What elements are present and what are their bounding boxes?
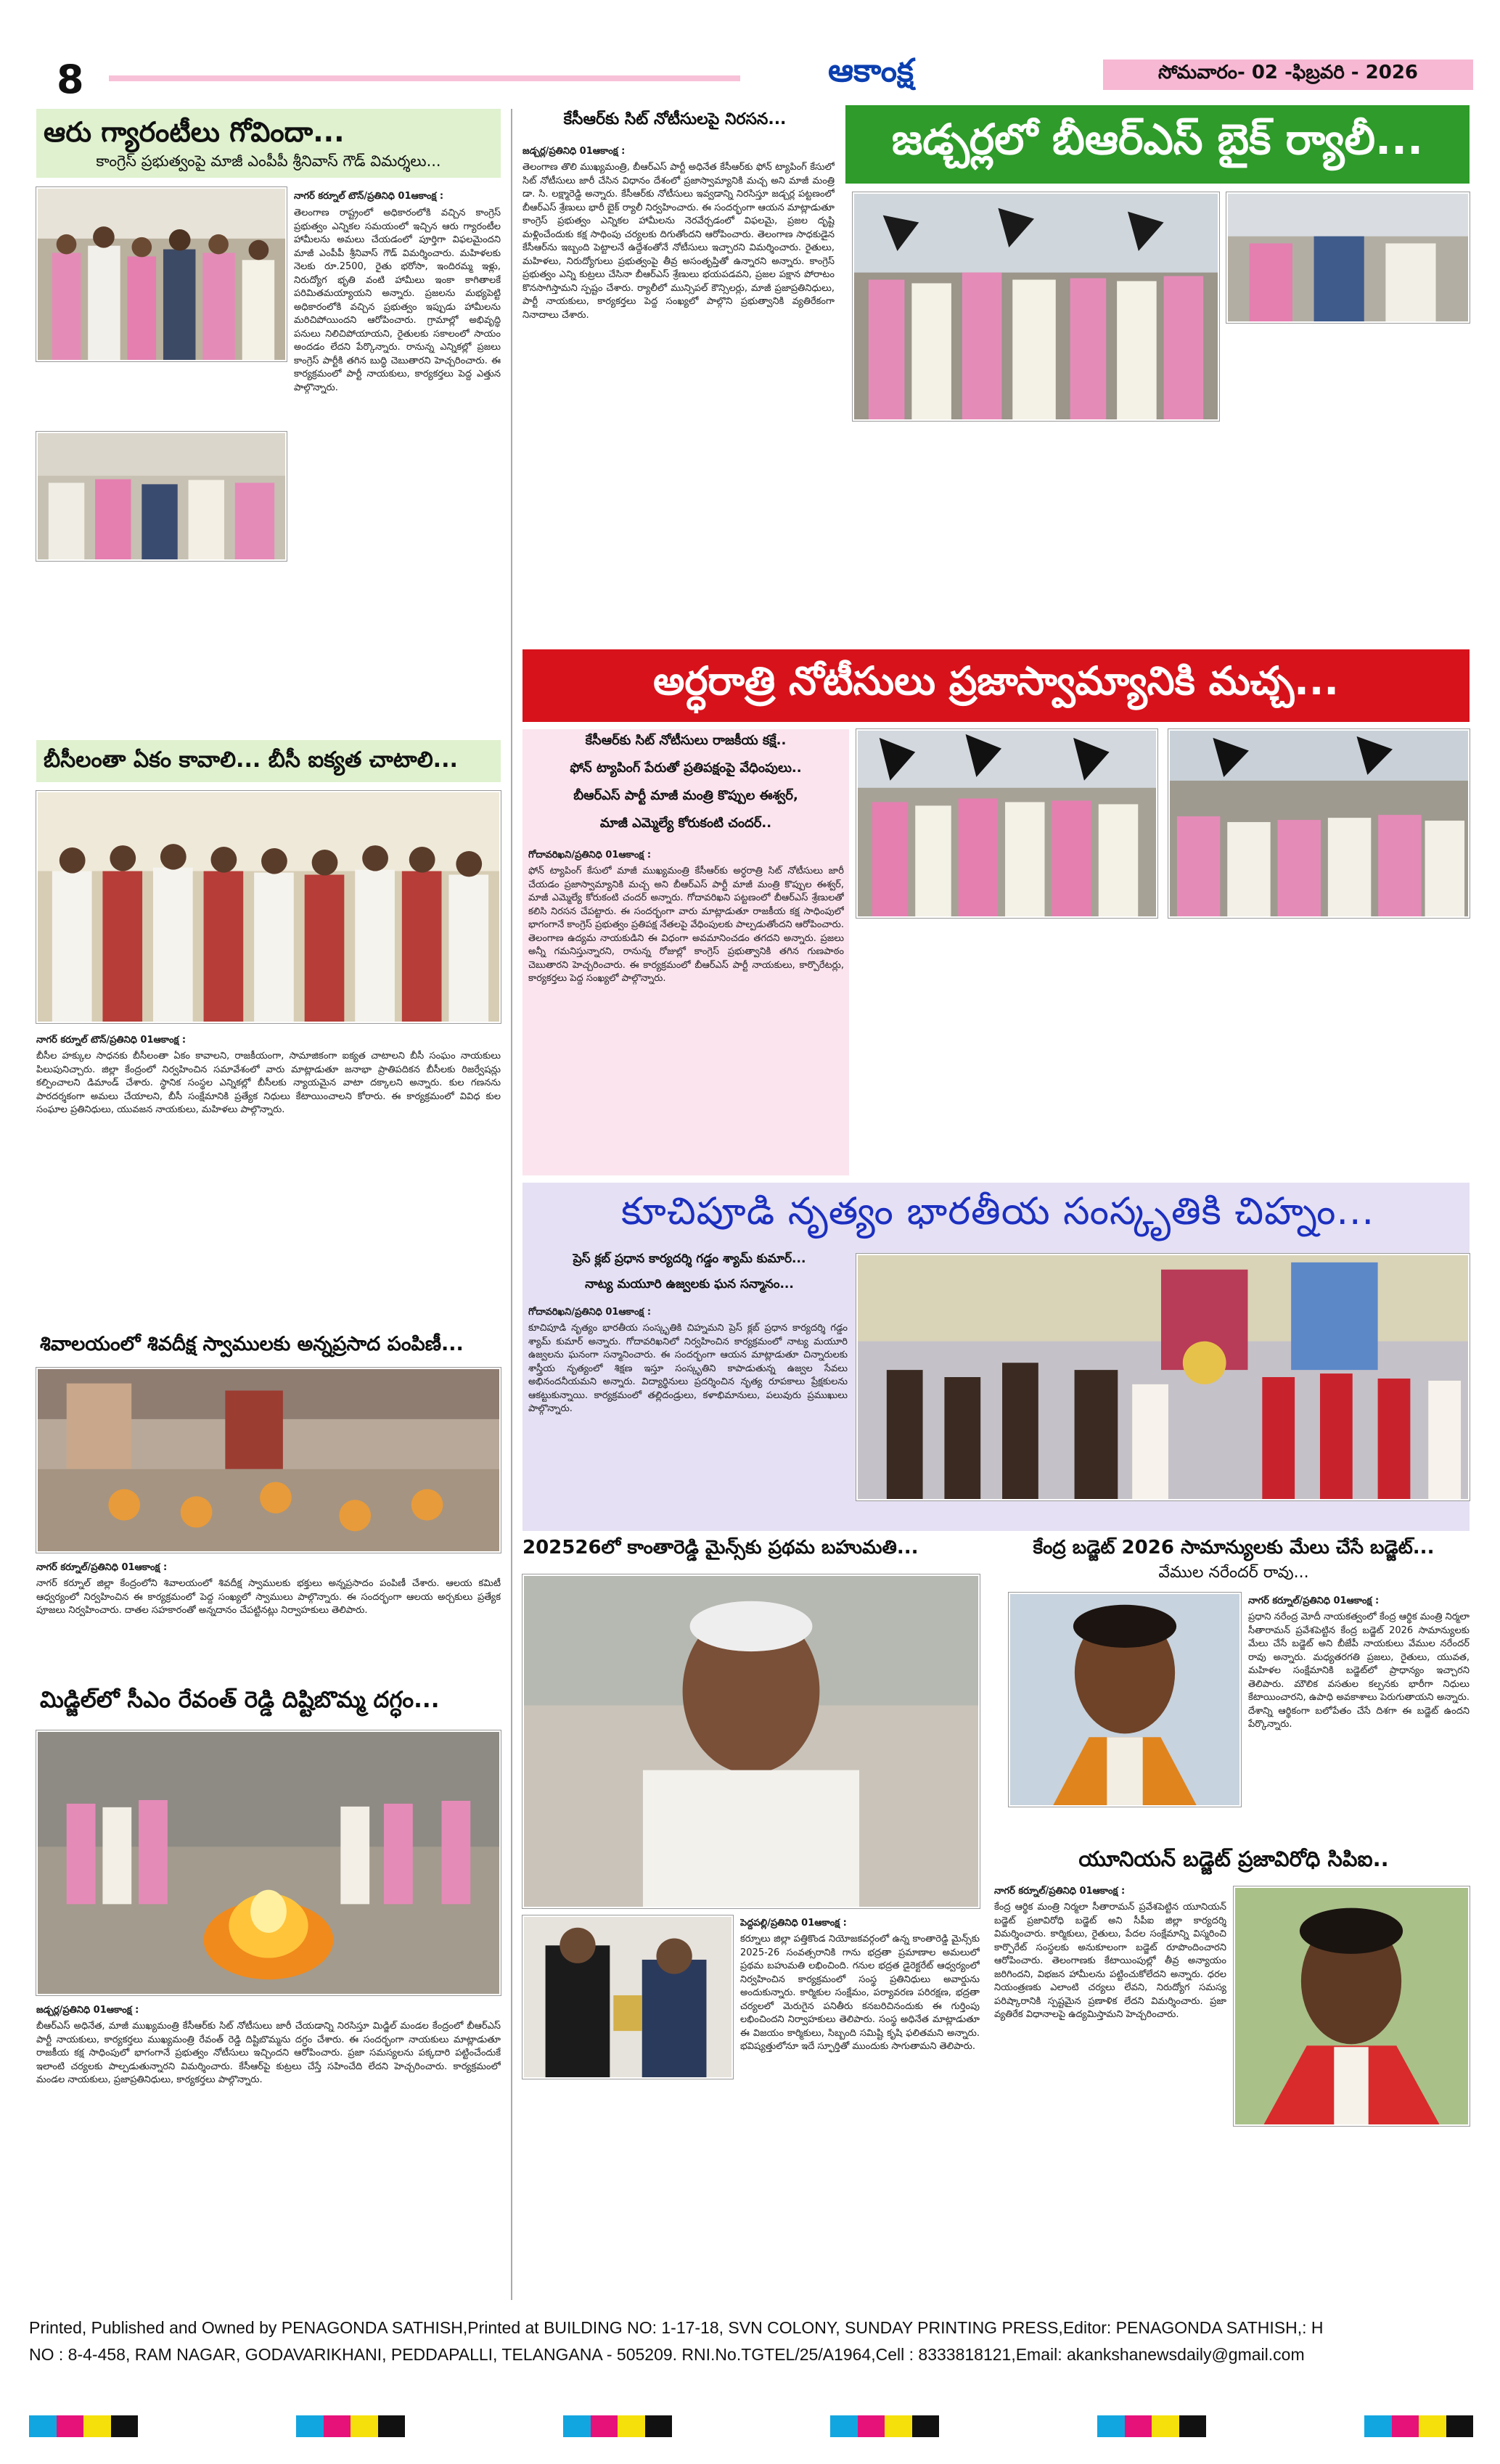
masthead-rule-left: [109, 75, 740, 81]
newspaper-logo: [791, 49, 951, 100]
story6-deck-4: మాజీ ఎమ్మెల్యే కోరుకంటి చందర్..: [599, 816, 772, 831]
story5-body-col2: [853, 432, 1219, 620]
story8-photo-award: [522, 1915, 733, 2079]
logo-text: ఆకాంక్ష: [827, 52, 914, 89]
color-swatch: [830, 2415, 858, 2437]
story1-body: తెలంగాణ రాష్ట్రంలో అధికారంలోకి వచ్చిన కాంగ్రెస్ ప్రభుత్వం ఎన్నికల సమయంలో ఇచ్చిన ఆరు గ్యారంటీల హామీలను అమలు చేయడంలో పూర్తిగా విఫలమైందని మాజీ ఎంపీపీ శ్రీనివాస్ గౌడ్ విమర్శించారు. మహిళలకు నెలకు రూ.2500, రైతు భరోసా, ఇందిరమ్మ ఇళ్లు, నిరుద్యోగ భృతి వంటి హామీలు ఇంకా కాగితాలకే పరిమితమయ్యాయని అన్నారు. ప్రజలను మభ్యపెట్టి అధికారంలోకి వచ్చిన ప్రభుత్వం ఇప్పుడు హామీలను మరిచిపోయిందని ఆరోపించారు. గ్రామాల్లో అభివృద్ధి పనులు నిలిచిపోయాయని, రైతులకు సకాలంలో సాయం అందడం లేదని పేర్కొన్నారు. రానున్న ఎన్నికల్లో ప్రజలు కాంగ్రెస్ పార్టీకి తగిన బుద్ధి చెబుతారని హెచ్చరించారు. ఈ కార్యక్రమంలో పార్టీ నాయకులు, కార్యకర్తలు పెద్ద ఎత్తున పాల్గొన్నారు.: [294, 208, 501, 393]
story8-photo-portrait: [522, 1574, 980, 1908]
color-swatch: [645, 2415, 673, 2437]
story5-photo-rally: [853, 192, 1219, 421]
color-swatch: [1419, 2415, 1446, 2437]
story5-photo-leader: [1226, 192, 1470, 323]
story7-body: కూచిపూడి నృత్యం భారతీయ సంస్కృతికి చిహ్నమని ప్రెస్ క్లబ్ ప్రధాన కార్యదర్శి గడ్డం శ్యామ్ కుమార్ అన్నారు. గోదావరిఖనిలో నిర్వహించిన కార్యక్రమంలో నాట్య మయూరి ఉజ్వలను ఘనంగా సన్మానించారు. ఈ సందర్భంగా ఆయన మాట్లాడుతూ చిన్నారులకు శాస్త్రీయ నృత్యంలో శిక్షణ ఇస్తూ సంస్కృతిని కాపాడుతున్న ఉజ్వల సేవలు అభినందనీయమని అన్నారు. విద్యార్థినులు ప్రదర్శించిన నృత్య రూపకాలు ప్రేక్షకులను ఆకట్టుకున్నాయి. కార్యక్రమంలో తల్లిదండ్రులు, కళాభిమానులు, పలువురు ప్రముఖులు పాల్గొన్నారు.: [528, 1323, 848, 1414]
color-bar-group: [563, 2415, 672, 2437]
story6-photo-sitin: [1168, 729, 1470, 918]
color-bar-group: [1097, 2415, 1206, 2437]
color-swatch: [912, 2415, 940, 2437]
story6-body-col2: [856, 925, 1157, 1172]
story4-photo: [36, 1730, 501, 1995]
story9-dateline: నాగర్ కర్నూల్/ప్రతినిధి 01ఆకాంక్ష :: [1248, 1596, 1380, 1606]
page-number: 8: [57, 57, 84, 102]
color-swatch: [111, 2415, 139, 2437]
color-swatch: [563, 2415, 591, 2437]
column-divider: [511, 109, 512, 2300]
story6-photo-protest: [856, 729, 1157, 918]
story2-body: బీసీల హక్కుల సాధనకు బీసీలంతా ఏకం కావాలని, రాజకీయంగా, సామాజికంగా ఐక్యత చాటాలని బీసీ సంఘం నాయకులు పిలుపునిచ్చారు. జిల్లా కేంద్రంలో నిర్వహించిన సమావేశంలో వారు మాట్లాడుతూ జనాభా ప్రాతిపదికన బీసీలకు రిజర్వేషన్లు కల్పించాలని డిమాండ్ చేశారు. స్థానిక సంస్థల ఎన్నికల్లో బీసీలకు న్యాయమైన వాటా దక్కాలని అన్నారు. కుల గణనను పారదర్శకంగా అమలు చేయాలని, బీసీ సంక్షేమానికి ప్రత్యేక నిధులు కేటాయించాలని కోరారు. ఈ కార్యక్రమంలో వివిధ కుల సంఘాల ప్రతినిధులు, యువజన నాయకులు, మహిళలు పాల్గొన్నారు.: [36, 1051, 501, 1115]
color-swatch: [1392, 2415, 1419, 2437]
story6-deck-2: ఫోన్ ట్యాపింగ్ పేరుతో ప్రతిపక్షంపై వేధింపులు..: [570, 760, 802, 776]
story9-byline: వేముల నరేందర్ రావు...: [1158, 1564, 1309, 1582]
story9-headline: కేంద్ర బడ్జెట్ 2026 సామాన్యులకు మేలు చేసే బడ్జెట్...: [1033, 1537, 1435, 1559]
story9-photo: [1009, 1593, 1241, 1807]
story6-dateline: గోదావరిఖని/ప్రతినిధి 01ఆకాంక్ష :: [528, 850, 652, 861]
story10-photo: [1234, 1886, 1470, 2126]
story3-photo: [36, 1368, 501, 1553]
story10-body: కేంద్ర ఆర్థిక మంత్రి నిర్మలా సీతారామన్ ప్రవేశపెట్టిన యూనియన్ బడ్జెట్ ప్రజావిరోధి బడ్జెట్ అని సీపీఐ జిల్లా కార్యదర్శి విమర్శించారు. కార్మికులు, రైతులు, పేదల సంక్షేమాన్ని విస్మరించి కార్పొరేట్ సంస్థలకు అనుకూలంగా బడ్జెట్ రూపొందించారని ఆరోపించారు. తెలంగాణకు కేటాయింపుల్లో తీవ్ర అన్యాయం జరిగిందని, విభజన హామీలను పట్టించుకోలేదని అన్నారు. ధరల నియంత్రణకు ఎలాంటి చర్యలు లేవని, నిరుద్యోగ సమస్య పరిష్కారానికి స్పష్టమైన ప్రణాళిక లేదని విమర్శించారు. ప్రజా వ్యతిరేక విధానాలపై ఉద్యమిస్తామని హెచ్చరించారు.: [994, 1902, 1226, 2020]
story10-dateline: నాగర్ కర్నూల్/ప్రతినిధి 01ఆకాంక్ష :: [994, 1886, 1126, 1897]
story7-dateline: గోదావరిఖని/ప్రతినిధి 01ఆకాంక్ష :: [528, 1307, 652, 1318]
color-swatch: [83, 2415, 111, 2437]
story5-headline: జడ్చర్లలో బీఆర్ఎస్ బైక్ ర్యాలీ...: [891, 114, 1424, 164]
color-swatch: [351, 2415, 378, 2437]
color-bar-group: [1364, 2415, 1473, 2437]
color-swatch: [591, 2415, 618, 2437]
story1-photo-protest: [36, 187, 287, 361]
story1-intro: నాగర్ కర్నూల్ టౌన్/ప్రతినిధి 01ఆకాంక్ష :: [294, 191, 444, 202]
story7-photo: [856, 1254, 1470, 1500]
story4-headline: మిడ్జిల్‌లో సీఎం రేవంత్ రెడ్డి దిష్టిబొమ్మ దగ్ధం...: [40, 1687, 440, 1713]
story3-dateline: నాగర్ కర్నూల్/ప్రతినిధి 01ఆకాంక్ష :: [36, 1562, 168, 1573]
color-swatch: [1097, 2415, 1125, 2437]
color-swatch: [324, 2415, 351, 2437]
story5-dateline: జడ్చర్ల/ప్రతినిధి 01ఆకాంక్ష :: [522, 146, 626, 157]
story6-deck-3: బీఆర్ఎస్ పార్టీ మాజీ మంత్రి కొప్పుల ఈశ్వర్,: [573, 788, 798, 803]
story7-headline: కూచిపూడి నృత్యం భారతీయ సంస్కృతికి చిహ్నం...: [620, 1190, 1375, 1233]
story9-body: ప్రధాని నరేంద్ర మోదీ నాయకత్వంలో కేంద్ర ఆర్థిక మంత్రి నిర్మలా సీతారామన్ ప్రవేశపెట్టిన కేంద్ర బడ్జెట్ 2026 సామాన్యులకు మేలు చేసే బడ్జెట్ అని బీజేపీ నాయకులు వేముల నరేందర్ రావు అన్నారు. మధ్యతరగతి ప్రజలు, రైతులు, యువత, మహిళల సంక్షేమానికి బడ్జెట్‌లో ప్రాధాన్యం ఇచ్చారని తెలిపారు. మౌలిక వసతుల కల్పనకు భారీగా నిధులు కేటాయించారని, ఉపాధి అవకాశాలు పెరుగుతాయని అన్నారు. దేశాన్ని ఆర్థికంగా బలోపేతం చేసే దిశగా ఈ బడ్జెట్ ఉందని పేర్కొన్నారు.: [1248, 1611, 1470, 1730]
story2-dateline: నాగర్ కర్నూల్ టౌన్/ప్రతినిధి 01ఆకాంక్ష :: [36, 1035, 187, 1046]
color-swatch: [378, 2415, 406, 2437]
story8-body: కర్నూలు జిల్లా పత్తికొండ నియోజకవర్గంలో ఉన్న కాంతారెడ్డి మైన్స్‌కు 2025-26 సంవత్సరానికి గాను భద్రతా ప్రమాణాల అమలులో ప్రథమ బహుమతి లభించింది. గనుల భద్రత డైరెక్టరేట్ ఆధ్వర్యంలో నిర్వహించిన కార్యక్రమంలో సంస్థ ప్రతినిధులు అవార్డును అందుకున్నారు. కార్మికుల సంక్షేమం, పర్యావరణ పరిరక్షణ, భద్రతా చర్యలలో మెరుగైన పనితీరు కనబరిచినందుకు ఈ గుర్తింపు లభించిందని నిర్వాహకులు తెలిపారు. సంస్థ అధినేత మాట్లాడుతూ ఈ విజయం కార్మికులు, సిబ్బంది సమిష్టి కృషి ఫలితమని అన్నారు. భవిష్యత్తులోనూ ఇదే స్ఫూర్తితో ముందుకు సాగుతామని తెలిపారు.: [740, 1934, 980, 2052]
color-swatch: [1446, 2415, 1474, 2437]
color-bar-group: [296, 2415, 405, 2437]
color-swatch: [1364, 2415, 1392, 2437]
story6-deck-1: కేసీఆర్‌కు సిట్ నోటీసులు రాజకీయ కక్షే..: [585, 733, 787, 748]
color-swatch: [296, 2415, 324, 2437]
color-swatch: [885, 2415, 912, 2437]
date-line: సోమవారం- 02 -ఫిబ్రవరి - 2026: [1157, 62, 1419, 83]
story5-body-col1: తెలంగాణ తొలి ముఖ్యమంత్రి, బీఆర్ఎస్ పార్టీ అధినేత కేసీఆర్‌కు ఫోన్ ట్యాపింగ్ కేసులో సిట్ నోటీసులు జారీ చేసిన విధానం దేశంలో ప్రజాస్వామ్యానికి మచ్చ అని మాజీ మంత్రి డా. సి. లక్ష్మారెడ్డి అన్నారు. కేసీఆర్‌కు నోటీసులు ఇవ్వడాన్ని నిరసిస్తూ జడ్చర్ల పట్టణంలో బీఆర్ఎస్ శ్రేణులు భారీ బైక్ ర్యాలీ నిర్వహించారు. ఈ సందర్భంగా ఆయన మాట్లాడుతూ కాంగ్రెస్ ప్రభుత్వం ఎన్నికల హామీలను నెరవేర్చడంలో విఫలమై, ప్రజల దృష్టి మళ్లించేందుకు కక్ష సాధింపు చర్యలకు దిగుతోందని ఆరోపించారు. తెలంగాణ సాధకుడైన కేసీఆర్‌ను ఇబ్బంది పెట్టాలనే ఉద్దేశంతోనే నోటీసులు ఇచ్చారని విమర్శించారు. రైతులు, మహిళలు, నిరుద్యోగులు ప్రభుత్వంపై తీవ్ర అసంతృప్తితో ఉన్నారని అన్నారు. కాంగ్రెస్ ప్రభుత్వం ఎన్ని కుట్రలు చేసినా బీఆర్ఎస్ శ్రేణులు భయపడవని, ప్రజల పక్షాన పోరాటం కొనసాగిస్తామని స్పష్టం చేశారు. ర్యాలీలో మున్సిపల్ కౌన్సిలర్లు, మాజీ ప్రజాప్రతినిధులు, పార్టీ నాయకులు, కార్యకర్తలు పెద్ద సంఖ్యలో పాల్గొని ప్రభుత్వానికి వ్యతిరేకంగా నినాదాలు చేశారు.: [522, 162, 835, 321]
color-bar-group: [29, 2415, 138, 2437]
story5-banner: [845, 105, 1470, 184]
story1-headline: ఆరు గ్యారంటీలు గోవిందా...: [44, 116, 345, 148]
story7-deck-2: నాట్య మయూరి ఉజ్వలకు ఘన సన్మానం...: [585, 1277, 794, 1291]
footer-imprint-line2: NO : 8-4-458, RAM NAGAR, GODAVARIKHANI, PEDDAPALLI, TELANGANA - 505209. RNI.No.TGTEL/25/A1964,Cell : 8333818121,Email: akankshanewsdaily@gmail.com: [29, 2345, 1305, 2364]
story7-deck-1: ప్రెస్ క్లబ్ ప్రధాన కార్యదర్శి గడ్డం శ్యామ్ కుమార్...: [573, 1252, 806, 1266]
story3-headline: శివాలయంలో శివదీక్ష స్వాములకు అన్నప్రసాద పంపిణీ...: [40, 1333, 464, 1355]
story1-subhead: కాంగ్రెస్ ప్రభుత్వంపై మాజీ ఎంపీపీ శ్రీనివాస్ గౌడ్ విమర్శలు...: [96, 152, 441, 170]
story6-banner: [522, 649, 1470, 722]
story3-body: నాగర్ కర్నూల్ జిల్లా కేంద్రంలోని శివాలయంలో శివదీక్ష స్వాములకు భక్తులు అన్నప్రసాదం పంపిణీ చేశారు. ఆలయ కమిటీ ఆధ్వర్యంలో నిర్వహించిన ఈ కార్యక్రమంలో పెద్ద సంఖ్యలో స్వాములు పాల్గొన్నారు. ఈ సందర్భంగా ఆలయ అర్చకులు ప్రత్యేక పూజలు నిర్వహించారు. దాతల సహకారంతో అన్నదానం చేపట్టినట్లు నిర్వాహకులు తెలిపారు.: [36, 1578, 501, 1616]
story1-photo-meeting: [36, 432, 287, 561]
color-swatch: [1179, 2415, 1207, 2437]
story10-headline: యూనియన్ బడ్జెట్ ప్రజావిరోధి సిపిఐ..: [1078, 1847, 1389, 1871]
story2-photo: [36, 791, 501, 1023]
color-swatch: [1152, 2415, 1179, 2437]
story4-dateline: జడ్చర్ల/ప్రతినిధి 01ఆకాంక్ష :: [36, 2005, 139, 2016]
color-swatch: [858, 2415, 885, 2437]
color-swatch: [29, 2415, 57, 2437]
color-swatch: [618, 2415, 645, 2437]
date-bar: [1103, 59, 1473, 90]
story8-dateline: పెద్దపల్లి/ప్రతినిధి 01ఆకాంక్ష :: [740, 1918, 847, 1929]
color-bar-group: [830, 2415, 939, 2437]
color-registration-strip: [29, 2412, 1473, 2440]
story2-headline: బీసీలంతా ఏకం కావాలి... బీసీ ఐక్యత చాటాలి...: [44, 747, 458, 773]
footer-imprint-line1: Printed, Published and Owned by PENAGONDA SATHISH,Printed at BUILDING NO: 1-17-18, SVN COLONY, SUNDAY PRINTING PRESS,Editor: PENAGONDA SATHISH,: H: [29, 2318, 1324, 2337]
story5-body-col3: [1226, 330, 1470, 620]
color-swatch: [1125, 2415, 1152, 2437]
story6-body: ఫోన్ ట్యాపింగ్ కేసులో మాజీ ముఖ్యమంత్రి కేసీఆర్‌కు అర్ధరాత్రి సిట్ నోటీసులు జారీ చేయడం ప్రజాస్వామ్యానికి మచ్చ అని బీఆర్ఎస్ పార్టీ మాజీ మంత్రి కొప్పుల ఈశ్వర్, మాజీ ఎమ్మెల్యే కోరుకంటి చందర్ అన్నారు. గోదావరిఖని పట్టణంలో బీఆర్ఎస్ శ్రేణులతో కలిసి నిరసన చేపట్టారు. ఈ సందర్భంగా వారు మాట్లాడుతూ రాజకీయ కక్ష సాధింపులో భాగంగానే కాంగ్రెస్ ప్రభుత్వం ప్రతిపక్ష నేతలపై వేధింపులకు పాల్పడుతోందని ఆరోపించారు. తెలంగాణ ఉద్యమ నాయకుడిని ఈ విధంగా అవమానించడం తగదని అన్నారు. ప్రజలు అన్నీ గమనిస్తున్నారని, రానున్న రోజుల్లో కాంగ్రెస్ ప్రభుత్వానికి తగిన గుణపాఠం చెబుతారని హెచ్చరించారు. ఈ కార్యక్రమంలో బీఆర్ఎస్ పార్టీ నాయకులు, కార్పొరేటర్లు, కార్యకర్తలు పెద్ద సంఖ్యలో పాల్గొన్నారు.: [528, 866, 844, 984]
story6-body-col3: [1168, 925, 1470, 1172]
story8-headline: 202526లో కాంతారెడ్డి మైన్స్‌కు ప్రథమ బహుమతి...: [522, 1537, 919, 1559]
story5-kicker: కేసీఆర్‌కు సిట్ నోటీసులపై నిరసన...: [563, 110, 787, 128]
story4-body: బీఆర్ఎస్ అధినేత, మాజీ ముఖ్యమంత్రి కేసీఆర్‌కు సిట్ నోటీసులు జారీ చేయడాన్ని నిరసిస్తూ మిడ్జిల్ మండల కేంద్రంలో బీఆర్ఎస్ పార్టీ నాయకులు, కార్యకర్తలు ముఖ్యమంత్రి రేవంత్ రెడ్డి దిష్టిబొమ్మను దగ్ధం చేశారు. ఈ సందర్భంగా నాయకులు మాట్లాడుతూ రాజకీయ కక్ష సాధింపులో భాగంగానే ప్రభుత్వం నోటీసులు ఇచ్చిందని ఆరోపించారు. ప్రజా సమస్యలను పక్కదారి పట్టించేందుకే ఇలాంటి చర్యలకు పాల్పడుతున్నారని విమర్శించారు. కేసీఆర్‌పై కుట్రలు చేస్తే సహించేది లేదని హెచ్చరించారు. కార్యక్రమంలో మండల నాయకులు, ప్రజాప్రతినిధులు, కార్యకర్తలు పాల్గొన్నారు.: [36, 2021, 501, 2085]
color-swatch: [57, 2415, 84, 2437]
story6-headline: అర్ధరాత్రి నోటీసులు ప్రజాస్వామ్యానికి మచ్చ...: [653, 657, 1339, 704]
